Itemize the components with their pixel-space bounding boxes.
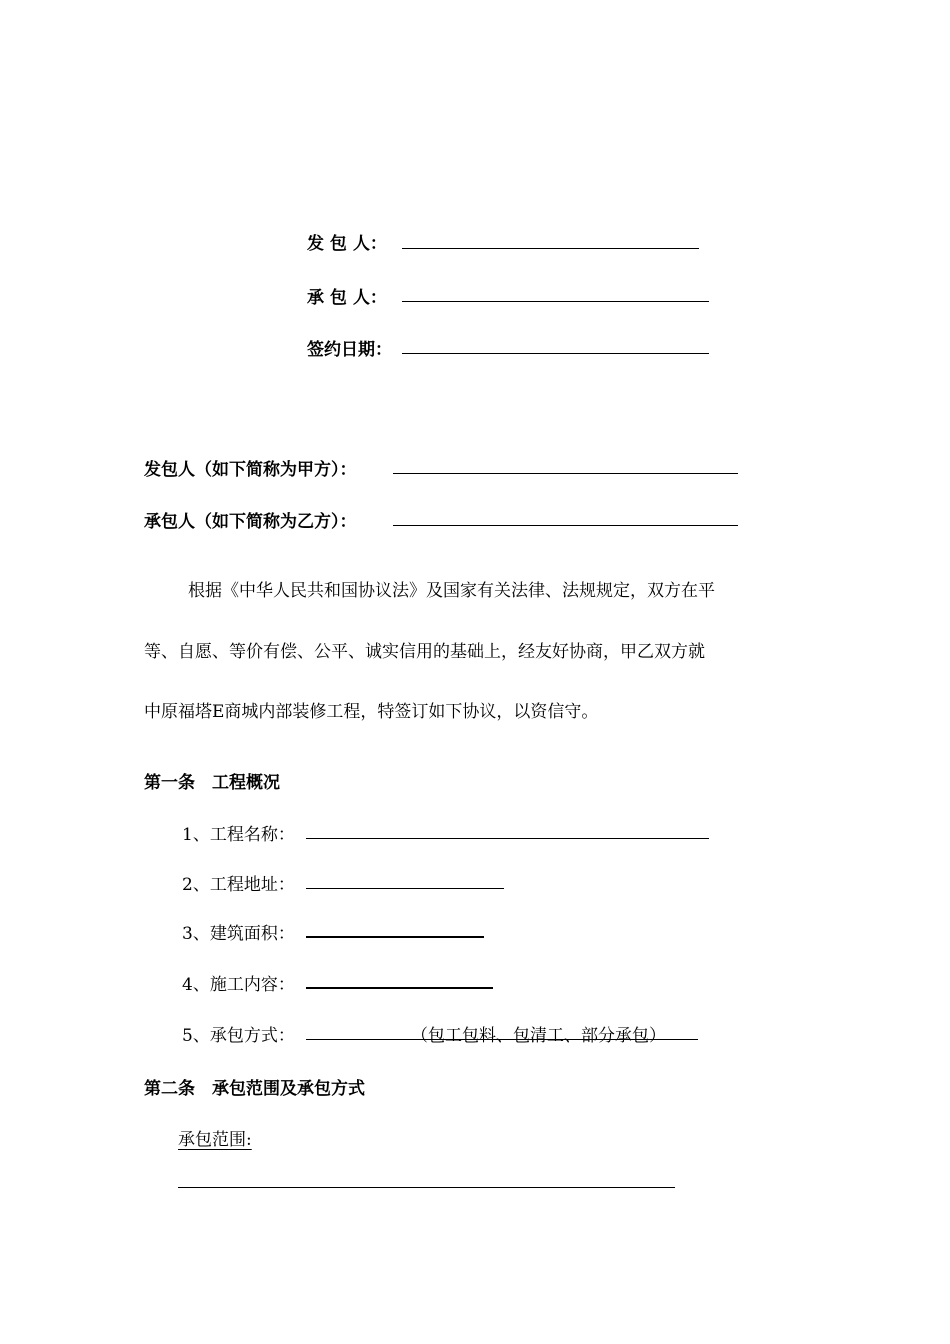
article-1-title: 第一条 工程概况 [144,773,280,793]
item-3-blank [306,936,484,938]
item-2-label: 2、工程地址： [182,875,295,895]
cover-party-a-label: 发 包 人： [307,234,387,254]
cover-party-b-blank [402,301,709,302]
item-5-note: （包工包料、包清工、部分承包） [411,1026,666,1046]
item-2-blank [306,888,504,889]
cover-party-b-label: 承 包 人： [307,288,387,308]
cover-party-a-blank [402,248,699,249]
item-5-label: 5、承包方式： [182,1026,295,1046]
article-2-title: 第二条 承包范围及承包方式 [144,1079,365,1099]
item-1-label: 1、工程名称： [182,825,295,845]
party-b-label: 承包人（如下简称为乙方）： [144,512,357,532]
party-a-label: 发包人（如下简称为甲方）： [144,460,357,480]
party-a-blank [393,473,738,474]
preamble-line-1: 根据《中华人民共和国协议法》及国家有关法律、法规规定，双方在平 [188,581,715,601]
party-b-blank [393,525,738,526]
item-4-blank [306,987,493,989]
cover-sign-date-blank [402,353,709,354]
preamble-line-3: 中原福塔E商城内部装修工程，特签订如下协议，以资信守。 [144,702,599,722]
item-3-label: 3、建筑面积： [182,924,295,944]
scope-label: 承包范围: [178,1130,252,1150]
item-1-blank [306,838,709,839]
preamble-line-2: 等、自愿、等价有偿、公平、诚实信用的基础上，经友好协商，甲乙双方就 [144,642,705,662]
cover-sign-date-label: 签约日期： [307,340,392,360]
scope-blank [178,1187,675,1188]
item-4-label: 4、施工内容： [182,975,295,995]
